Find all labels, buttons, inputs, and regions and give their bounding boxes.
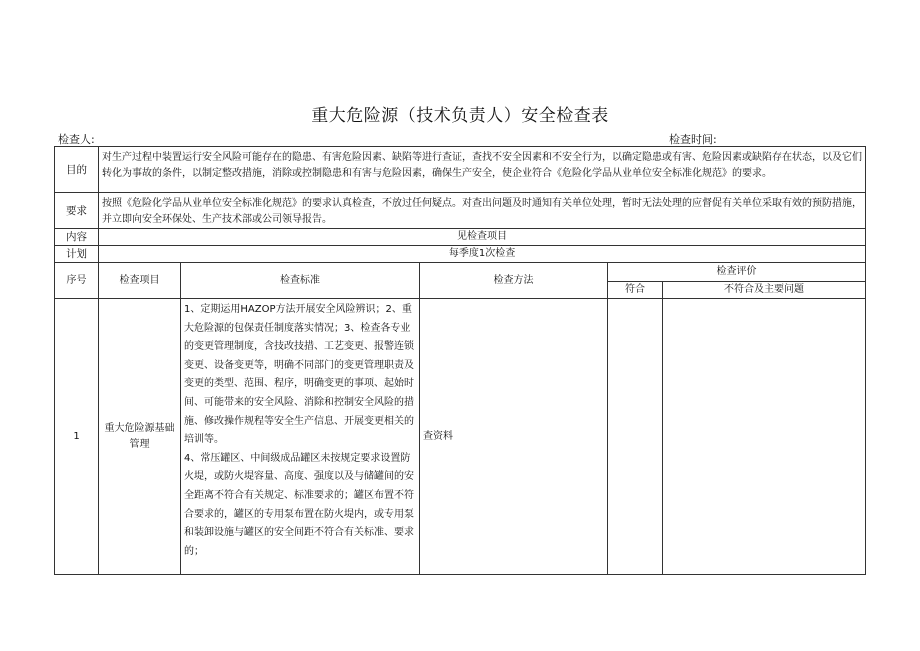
inspection-table xyxy=(54,146,866,575)
requirement-label: 要求 xyxy=(55,193,99,229)
content-text: 见检查项目 xyxy=(99,229,866,246)
table-row xyxy=(55,299,866,575)
item-standard xyxy=(181,299,420,575)
item-name: 重大危险源基础管理 xyxy=(99,299,181,575)
content-row xyxy=(55,229,866,246)
requirement-text: 按照《危险化学品从业单位安全标准化规范》的要求认真检查，不放过任何疑点。对查出问题及时通知有关单位处理，暂时无法处理的应督促有关单位采取有效的预防措施，并立即向安全环保处、生产技术部或公司领导报告。 xyxy=(99,193,866,229)
seq-header: 序号 xyxy=(55,263,99,299)
evaluation-header: 检查评价 xyxy=(608,263,866,282)
method-header: 检查方法 xyxy=(420,263,608,299)
requirement-row xyxy=(55,193,866,229)
item-method: 查资料 xyxy=(420,299,608,575)
item-header: 检查项目 xyxy=(99,263,181,299)
header-row xyxy=(55,263,866,282)
conform-header: 符合 xyxy=(608,282,663,299)
content-label: 内容 xyxy=(55,229,99,246)
item-standard-part2: 4、常压罐区、中间级成品罐区未按规定要求设置防火堤，或防火堤容量、高度、强度以及与储罐间的安全距离不符合有关规定、标准要求的；罐区布置不符合要求的，罐区的专用泵布置在防火堤内，或专用泵和装卸设施与罐区的安全间距不符合有关标准、要求的； xyxy=(184,452,414,557)
item-nonconform[interactable] xyxy=(663,299,866,575)
nonconform-header: 不符合及主要问题 xyxy=(663,282,866,299)
item-seq: 1 xyxy=(55,299,99,575)
purpose-row xyxy=(55,147,866,193)
item-standard-part1: 1、定期运用HAZOP方法开展安全风险辨识；2、重大危险源的包保责任制度落实情况；3、检查各专业的变更管理制度，含技改技措、工艺变更、报警连锁变更、设备变更等，明确不同部门的变更管理职责及变更的类型、范围、程序，明确变更的事项、起始时间、可能带来的安全风险、消除和控制安全风险的措施、修改操作规程等安全生产信息、开展变更相关的培训等。 xyxy=(184,304,414,446)
item-conform[interactable] xyxy=(608,299,663,575)
plan-label: 计划 xyxy=(55,246,99,263)
plan-text: 每季度1次检查 xyxy=(99,246,866,263)
page-title: 重大危险源（技术负责人）安全检查表 xyxy=(311,106,609,126)
inspector-label: 检查人: xyxy=(58,133,95,146)
purpose-text: 对生产过程中装置运行安全风险可能存在的隐患、有害危险因素、缺陷等进行查证，查找不安全因素和不安全行为，以确定隐患或有害、危险因素或缺陷存在状态，以及它们转化为事故的条件，以制定整改措施，消除或控制隐患和有害与危险因素，确保生产安全，使企业符合《危险化学品从业单位安全标准化规范》的要求。 xyxy=(99,147,866,193)
plan-row xyxy=(55,246,866,263)
purpose-label: 目的 xyxy=(55,147,99,193)
standard-header: 检查标准 xyxy=(181,263,420,299)
inspection-time-label: 检查时间: xyxy=(669,133,717,146)
